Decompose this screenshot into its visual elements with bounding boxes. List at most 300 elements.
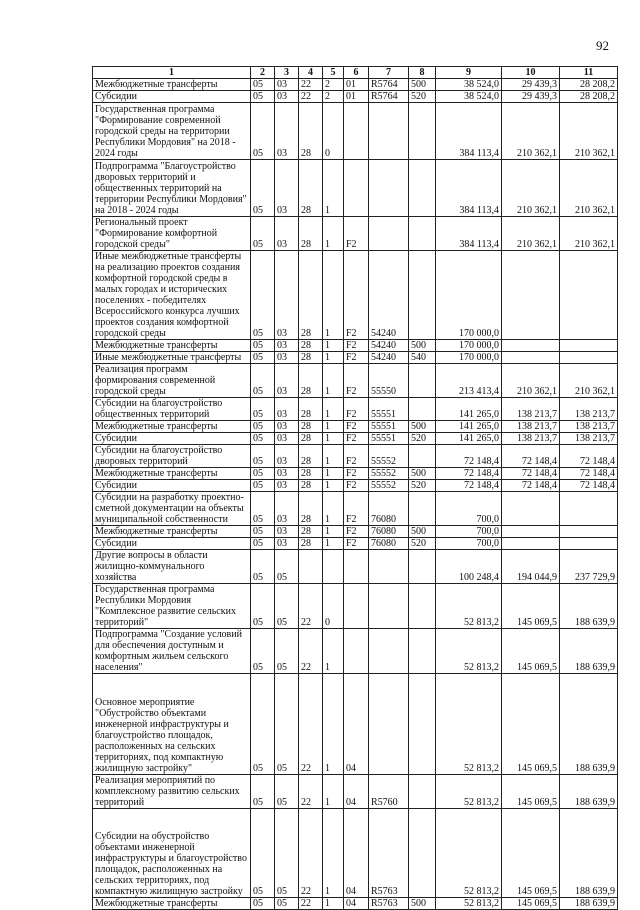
code-cell: 54240 bbox=[369, 352, 409, 364]
amount-cell: 138 213,7 bbox=[502, 398, 560, 421]
column-header: 2 bbox=[251, 67, 275, 79]
code-cell: 540 bbox=[409, 352, 436, 364]
amount-cell: 384 113,4 bbox=[436, 217, 502, 251]
code-cell: 04 bbox=[344, 809, 369, 898]
code-cell: 05 bbox=[251, 398, 275, 421]
code-cell: R5764 bbox=[369, 91, 409, 103]
amount-cell: 237 729,9 bbox=[560, 550, 618, 584]
table-row bbox=[93, 91, 618, 103]
code-cell: R5763 bbox=[369, 809, 409, 898]
amount-cell bbox=[502, 251, 560, 340]
row-label: Межбюджетные трансферты bbox=[93, 340, 251, 352]
code-cell: F2 bbox=[344, 251, 369, 340]
code-cell bbox=[409, 217, 436, 251]
budget-table bbox=[92, 66, 618, 910]
amount-cell: 28 208,2 bbox=[560, 79, 618, 91]
code-cell: 1 bbox=[323, 809, 344, 898]
code-cell bbox=[409, 809, 436, 898]
table-row bbox=[93, 160, 618, 217]
page-number: 92 bbox=[596, 38, 609, 53]
table-row bbox=[93, 468, 618, 480]
row-label: Иные межбюджетные трансферты bbox=[93, 352, 251, 364]
code-cell: 03 bbox=[275, 79, 299, 91]
code-cell: 05 bbox=[251, 364, 275, 398]
code-cell bbox=[369, 584, 409, 629]
code-cell: F2 bbox=[344, 526, 369, 538]
code-cell: 03 bbox=[275, 160, 299, 217]
code-cell: 05 bbox=[251, 91, 275, 103]
amount-cell: 170 000,0 bbox=[436, 352, 502, 364]
code-cell: 1 bbox=[323, 526, 344, 538]
code-cell: 55552 bbox=[369, 468, 409, 480]
amount-cell: 210 362,1 bbox=[560, 160, 618, 217]
column-header: 11 bbox=[560, 67, 618, 79]
amount-cell: 210 362,1 bbox=[560, 103, 618, 160]
table-row bbox=[93, 480, 618, 492]
code-cell: 05 bbox=[251, 160, 275, 217]
amount-cell bbox=[502, 352, 560, 364]
code-cell: 500 bbox=[409, 340, 436, 352]
code-cell: 22 bbox=[299, 809, 323, 898]
table-row bbox=[93, 364, 618, 398]
code-cell: 05 bbox=[251, 538, 275, 550]
code-cell: F2 bbox=[344, 398, 369, 421]
amount-cell: 72 148,4 bbox=[502, 480, 560, 492]
table-row bbox=[93, 433, 618, 445]
code-cell: 500 bbox=[409, 526, 436, 538]
amount-cell: 145 069,5 bbox=[502, 775, 560, 809]
code-cell: 03 bbox=[275, 340, 299, 352]
amount-cell: 170 000,0 bbox=[436, 251, 502, 340]
amount-cell: 52 813,2 bbox=[436, 584, 502, 629]
code-cell: 05 bbox=[251, 445, 275, 468]
code-cell: 28 bbox=[299, 160, 323, 217]
amount-cell: 141 265,0 bbox=[436, 398, 502, 421]
code-cell: 500 bbox=[409, 421, 436, 433]
table-row bbox=[93, 526, 618, 538]
code-cell: 03 bbox=[275, 364, 299, 398]
row-label: Межбюджетные трансферты bbox=[93, 421, 251, 433]
code-cell: 04 bbox=[344, 775, 369, 809]
code-cell: 05 bbox=[251, 433, 275, 445]
code-cell bbox=[409, 674, 436, 775]
amount-cell: 213 413,4 bbox=[436, 364, 502, 398]
code-cell bbox=[409, 492, 436, 526]
code-cell: 05 bbox=[251, 79, 275, 91]
code-cell: 03 bbox=[275, 103, 299, 160]
code-cell: 55551 bbox=[369, 421, 409, 433]
code-cell: 05 bbox=[251, 550, 275, 584]
amount-cell bbox=[502, 526, 560, 538]
code-cell: F2 bbox=[344, 217, 369, 251]
code-cell: 54240 bbox=[369, 340, 409, 352]
amount-cell: 52 813,2 bbox=[436, 809, 502, 898]
row-label: Основное мероприятие "Обустройство объектами инженерной инфраструктуры и благоустройство площадок, расположенных на сельских территориях, под компактную жилищную застройку" bbox=[93, 674, 251, 775]
code-cell: R5764 bbox=[369, 79, 409, 91]
code-cell: 03 bbox=[275, 468, 299, 480]
code-cell bbox=[369, 550, 409, 584]
code-cell bbox=[409, 550, 436, 584]
code-cell: 05 bbox=[251, 674, 275, 775]
code-cell: 22 bbox=[299, 629, 323, 674]
amount-cell: 72 148,4 bbox=[502, 445, 560, 468]
code-cell: 04 bbox=[344, 898, 369, 910]
table-row bbox=[93, 550, 618, 584]
code-cell bbox=[369, 674, 409, 775]
code-cell: 28 bbox=[299, 433, 323, 445]
table-row bbox=[93, 103, 618, 160]
code-cell: 22 bbox=[299, 775, 323, 809]
code-cell: 0 bbox=[323, 103, 344, 160]
code-cell: F2 bbox=[344, 480, 369, 492]
amount-cell: 145 069,5 bbox=[502, 629, 560, 674]
code-cell: 1 bbox=[323, 160, 344, 217]
code-cell: 76080 bbox=[369, 492, 409, 526]
code-cell: 05 bbox=[275, 550, 299, 584]
code-cell bbox=[344, 584, 369, 629]
code-cell: F2 bbox=[344, 421, 369, 433]
amount-cell: 700,0 bbox=[436, 526, 502, 538]
code-cell: 28 bbox=[299, 468, 323, 480]
code-cell bbox=[409, 775, 436, 809]
amount-cell: 188 639,9 bbox=[560, 775, 618, 809]
amount-cell: 145 069,5 bbox=[502, 674, 560, 775]
code-cell: 1 bbox=[323, 445, 344, 468]
row-label: Межбюджетные трансферты bbox=[93, 526, 251, 538]
code-cell: 05 bbox=[275, 775, 299, 809]
code-cell: F2 bbox=[344, 352, 369, 364]
amount-cell: 210 362,1 bbox=[502, 364, 560, 398]
code-cell: 05 bbox=[275, 809, 299, 898]
code-cell: 1 bbox=[323, 340, 344, 352]
amount-cell bbox=[560, 492, 618, 526]
code-cell: 0 bbox=[323, 584, 344, 629]
code-cell bbox=[344, 550, 369, 584]
amount-cell: 138 213,7 bbox=[560, 421, 618, 433]
amount-cell: 145 069,5 bbox=[502, 584, 560, 629]
amount-cell bbox=[502, 538, 560, 550]
amount-cell: 38 524,0 bbox=[436, 79, 502, 91]
amount-cell: 52 813,2 bbox=[436, 898, 502, 910]
amount-cell: 700,0 bbox=[436, 492, 502, 526]
table-row bbox=[93, 79, 618, 91]
code-cell: 28 bbox=[299, 103, 323, 160]
code-cell bbox=[369, 160, 409, 217]
amount-cell: 188 639,9 bbox=[560, 809, 618, 898]
amount-cell: 141 265,0 bbox=[436, 433, 502, 445]
code-cell: 520 bbox=[409, 480, 436, 492]
code-cell bbox=[409, 160, 436, 217]
code-cell: 05 bbox=[251, 898, 275, 910]
code-cell: 1 bbox=[323, 433, 344, 445]
amount-cell: 145 069,5 bbox=[502, 898, 560, 910]
code-cell: 2 bbox=[323, 79, 344, 91]
amount-cell: 188 639,9 bbox=[560, 584, 618, 629]
code-cell bbox=[409, 103, 436, 160]
row-label: Подпрограмма "Создание условий для обеспечения доступным и комфортным жильем сельского населения" bbox=[93, 629, 251, 674]
row-label: Межбюджетные трансферты bbox=[93, 79, 251, 91]
code-cell: 05 bbox=[275, 898, 299, 910]
amount-cell: 194 044,9 bbox=[502, 550, 560, 584]
code-cell: 28 bbox=[299, 217, 323, 251]
code-cell: 28 bbox=[299, 421, 323, 433]
table-row bbox=[93, 251, 618, 340]
code-cell bbox=[409, 584, 436, 629]
code-cell: 1 bbox=[323, 674, 344, 775]
row-label: Подпрограмма "Благоустройство дворовых территорий и общественных территорий на территории Республики Мордовия" на 2018 - 2024 годы bbox=[93, 160, 251, 217]
code-cell: F2 bbox=[344, 340, 369, 352]
table-row bbox=[93, 340, 618, 352]
amount-cell: 188 639,9 bbox=[560, 629, 618, 674]
code-cell: F2 bbox=[344, 445, 369, 468]
row-label: Реализация мероприятий по комплексному развитию сельских территорий bbox=[93, 775, 251, 809]
code-cell: 04 bbox=[344, 674, 369, 775]
code-cell: 1 bbox=[323, 468, 344, 480]
amount-cell: 138 213,7 bbox=[560, 398, 618, 421]
code-cell: F2 bbox=[344, 468, 369, 480]
code-cell: 03 bbox=[275, 398, 299, 421]
amount-cell bbox=[560, 538, 618, 550]
amount-cell bbox=[560, 251, 618, 340]
code-cell: 28 bbox=[299, 398, 323, 421]
amount-cell bbox=[560, 340, 618, 352]
amount-cell: 700,0 bbox=[436, 538, 502, 550]
column-header: 5 bbox=[323, 67, 344, 79]
row-label: Субсидии bbox=[93, 91, 251, 103]
amount-cell: 72 148,4 bbox=[436, 480, 502, 492]
table-row bbox=[93, 421, 618, 433]
row-label: Иные межбюджетные трансферты на реализацию проектов создания комфортной городской среды в малых городах и исторических поселениях - победителях Всероссийского конкурса лучших проектов создания комфортной городской среды bbox=[93, 251, 251, 340]
code-cell: 03 bbox=[275, 480, 299, 492]
code-cell: 05 bbox=[251, 809, 275, 898]
code-cell bbox=[409, 251, 436, 340]
code-cell: 1 bbox=[323, 421, 344, 433]
table-row bbox=[93, 217, 618, 251]
code-cell: 1 bbox=[323, 629, 344, 674]
code-cell: 05 bbox=[251, 775, 275, 809]
code-cell: 28 bbox=[299, 340, 323, 352]
amount-cell: 29 439,3 bbox=[502, 91, 560, 103]
column-header: 6 bbox=[344, 67, 369, 79]
amount-cell: 28 208,2 bbox=[560, 91, 618, 103]
code-cell: F2 bbox=[344, 433, 369, 445]
code-cell: 520 bbox=[409, 538, 436, 550]
row-label: Субсидии bbox=[93, 538, 251, 550]
code-cell: 28 bbox=[299, 251, 323, 340]
amount-cell: 141 265,0 bbox=[436, 421, 502, 433]
code-cell: 2 bbox=[323, 91, 344, 103]
amount-cell: 210 362,1 bbox=[502, 160, 560, 217]
code-cell bbox=[409, 398, 436, 421]
code-cell: 03 bbox=[275, 251, 299, 340]
amount-cell: 52 813,2 bbox=[436, 775, 502, 809]
code-cell: 55550 bbox=[369, 364, 409, 398]
code-cell: 1 bbox=[323, 538, 344, 550]
row-label: Субсидии bbox=[93, 433, 251, 445]
code-cell: 55551 bbox=[369, 398, 409, 421]
code-cell: 03 bbox=[275, 526, 299, 538]
code-cell: 28 bbox=[299, 445, 323, 468]
code-cell: 05 bbox=[275, 584, 299, 629]
code-cell: 500 bbox=[409, 79, 436, 91]
row-label: Региональный проект "Формирование комфортной городской среды" bbox=[93, 217, 251, 251]
code-cell: 05 bbox=[251, 480, 275, 492]
amount-cell: 38 524,0 bbox=[436, 91, 502, 103]
code-cell: 05 bbox=[275, 674, 299, 775]
code-cell: 1 bbox=[323, 898, 344, 910]
row-label: Субсидии на благоустройство дворовых территорий bbox=[93, 445, 251, 468]
code-cell bbox=[369, 217, 409, 251]
row-label: Субсидии на разработку проектно-сметной документации на объекты муниципальной собственности bbox=[93, 492, 251, 526]
amount-cell bbox=[502, 340, 560, 352]
code-cell: 03 bbox=[275, 445, 299, 468]
amount-cell: 100 248,4 bbox=[436, 550, 502, 584]
amount-cell: 145 069,5 bbox=[502, 809, 560, 898]
table-row bbox=[93, 674, 618, 775]
code-cell: 28 bbox=[299, 538, 323, 550]
row-label: Субсидии bbox=[93, 480, 251, 492]
code-cell: 1 bbox=[323, 775, 344, 809]
code-cell bbox=[344, 160, 369, 217]
code-cell: 76080 bbox=[369, 526, 409, 538]
code-cell: 22 bbox=[299, 79, 323, 91]
column-header: 7 bbox=[369, 67, 409, 79]
code-cell bbox=[299, 550, 323, 584]
amount-cell: 384 113,4 bbox=[436, 160, 502, 217]
code-cell bbox=[344, 629, 369, 674]
amount-cell: 72 148,4 bbox=[560, 468, 618, 480]
code-cell: F2 bbox=[344, 364, 369, 398]
code-cell: 03 bbox=[275, 91, 299, 103]
code-cell: 28 bbox=[299, 352, 323, 364]
amount-cell bbox=[502, 492, 560, 526]
amount-cell: 138 213,7 bbox=[560, 433, 618, 445]
amount-cell: 72 148,4 bbox=[436, 445, 502, 468]
code-cell: 05 bbox=[251, 584, 275, 629]
code-cell: 1 bbox=[323, 217, 344, 251]
amount-cell: 72 148,4 bbox=[560, 480, 618, 492]
code-cell bbox=[369, 629, 409, 674]
amount-cell bbox=[560, 526, 618, 538]
code-cell: 01 bbox=[344, 79, 369, 91]
table-row bbox=[93, 809, 618, 898]
row-label: Субсидии на благоустройство общественных территорий bbox=[93, 398, 251, 421]
amount-cell: 138 213,7 bbox=[502, 421, 560, 433]
row-label: Межбюджетные трансферты bbox=[93, 468, 251, 480]
code-cell: F2 bbox=[344, 492, 369, 526]
row-label: Субсидии на обустройство объектами инженерной инфраструктуры и благоустройство площадок, расположенных на сельских территориях, под компактную жилищную застройку bbox=[93, 809, 251, 898]
row-label: Государственная программа "Формирование современной городской среды на территории Республики Мордовия" на 2018 - 2024 годы bbox=[93, 103, 251, 160]
code-cell: 28 bbox=[299, 526, 323, 538]
amount-cell: 72 148,4 bbox=[502, 468, 560, 480]
code-cell: 22 bbox=[299, 584, 323, 629]
code-cell: 76080 bbox=[369, 538, 409, 550]
table-row bbox=[93, 398, 618, 421]
amount-cell: 72 148,4 bbox=[560, 445, 618, 468]
code-cell: 01 bbox=[344, 91, 369, 103]
code-cell: 55552 bbox=[369, 445, 409, 468]
code-cell: 1 bbox=[323, 492, 344, 526]
code-cell: 22 bbox=[299, 91, 323, 103]
table-row bbox=[93, 445, 618, 468]
row-label: Реализация программ формирования современной городской среды bbox=[93, 364, 251, 398]
amount-cell: 210 362,1 bbox=[560, 217, 618, 251]
amount-cell: 72 148,4 bbox=[436, 468, 502, 480]
code-cell bbox=[409, 629, 436, 674]
code-cell: 55551 bbox=[369, 433, 409, 445]
row-label: Межбюджетные трансферты bbox=[93, 898, 251, 910]
code-cell: 1 bbox=[323, 251, 344, 340]
amount-cell: 52 813,2 bbox=[436, 674, 502, 775]
code-cell: 03 bbox=[275, 492, 299, 526]
table-row bbox=[93, 352, 618, 364]
code-cell: 1 bbox=[323, 352, 344, 364]
column-header: 9 bbox=[436, 67, 502, 79]
code-cell: 05 bbox=[251, 468, 275, 480]
code-cell: 05 bbox=[251, 340, 275, 352]
code-cell: 500 bbox=[409, 468, 436, 480]
amount-cell: 384 113,4 bbox=[436, 103, 502, 160]
amount-cell: 210 362,1 bbox=[502, 103, 560, 160]
header-row bbox=[93, 67, 618, 79]
code-cell: 03 bbox=[275, 217, 299, 251]
code-cell: 28 bbox=[299, 492, 323, 526]
amount-cell: 210 362,1 bbox=[560, 364, 618, 398]
code-cell: 05 bbox=[251, 217, 275, 251]
code-cell: 05 bbox=[251, 492, 275, 526]
column-header: 3 bbox=[275, 67, 299, 79]
code-cell: 520 bbox=[409, 91, 436, 103]
table-row bbox=[93, 898, 618, 910]
table-row bbox=[93, 775, 618, 809]
code-cell: 03 bbox=[275, 433, 299, 445]
code-cell: 05 bbox=[251, 526, 275, 538]
code-cell: 1 bbox=[323, 398, 344, 421]
amount-cell: 210 362,1 bbox=[502, 217, 560, 251]
code-cell: 05 bbox=[251, 103, 275, 160]
amount-cell: 52 813,2 bbox=[436, 629, 502, 674]
code-cell: 28 bbox=[299, 480, 323, 492]
code-cell: 28 bbox=[299, 364, 323, 398]
code-cell: 05 bbox=[251, 629, 275, 674]
code-cell: 03 bbox=[275, 421, 299, 433]
code-cell bbox=[409, 364, 436, 398]
table-row bbox=[93, 584, 618, 629]
code-cell bbox=[369, 103, 409, 160]
column-header: 10 bbox=[502, 67, 560, 79]
amount-cell: 188 639,9 bbox=[560, 674, 618, 775]
code-cell bbox=[323, 550, 344, 584]
code-cell: 22 bbox=[299, 674, 323, 775]
code-cell: 54240 bbox=[369, 251, 409, 340]
amount-cell: 138 213,7 bbox=[502, 433, 560, 445]
code-cell: 05 bbox=[251, 421, 275, 433]
amount-cell bbox=[560, 352, 618, 364]
code-cell: 1 bbox=[323, 364, 344, 398]
code-cell: 05 bbox=[251, 352, 275, 364]
code-cell: 03 bbox=[275, 538, 299, 550]
table-row bbox=[93, 492, 618, 526]
table-row bbox=[93, 629, 618, 674]
column-header: 1 bbox=[93, 67, 251, 79]
code-cell bbox=[409, 445, 436, 468]
code-cell: 22 bbox=[299, 898, 323, 910]
amount-cell: 188 639,9 bbox=[560, 898, 618, 910]
code-cell: 500 bbox=[409, 898, 436, 910]
code-cell: 1 bbox=[323, 480, 344, 492]
code-cell: 03 bbox=[275, 352, 299, 364]
column-header: 4 bbox=[299, 67, 323, 79]
